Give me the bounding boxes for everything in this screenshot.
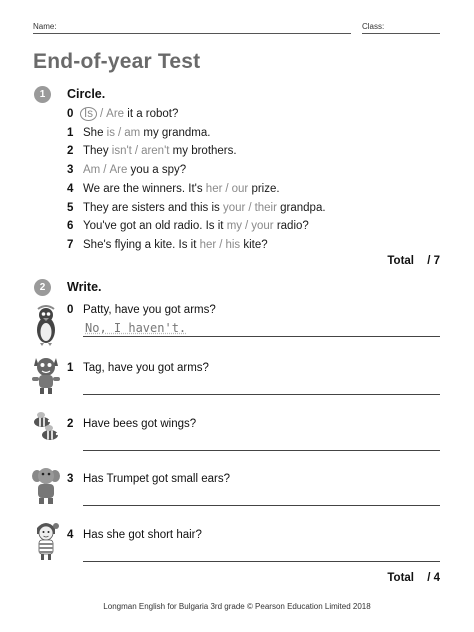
sentence-text: She's flying a kite. Is it (83, 238, 200, 251)
answer-option[interactable]: our (231, 182, 249, 195)
answer-option[interactable]: her (199, 238, 217, 251)
sentence-text: my grandma. (140, 126, 211, 139)
item-number: 5 (67, 201, 74, 214)
option-separator: / (103, 164, 107, 177)
answer-option[interactable]: their (254, 201, 277, 214)
sentence-text: We are the winners. It's (83, 182, 206, 195)
sentence-text: radio? (273, 220, 309, 233)
tag-cat-icon (28, 352, 64, 396)
answer-option[interactable]: Are (109, 164, 128, 177)
sentence-text: She (83, 126, 107, 139)
total-label: Total (387, 255, 414, 267)
circle-item (67, 106, 178, 122)
answer-option[interactable]: my (226, 220, 243, 233)
sentence-text: grandpa. (276, 201, 326, 214)
sentence-text: prize. (248, 182, 280, 195)
question-text: Tag, have you got arms? (83, 362, 209, 374)
circle-item (67, 200, 326, 216)
answer-option[interactable]: his (225, 238, 241, 251)
answer-line[interactable] (83, 336, 440, 337)
trumpet-elephant-icon (28, 462, 64, 506)
answer-line[interactable] (83, 450, 440, 451)
circle-item (67, 162, 186, 178)
sentence-text: my brothers. (169, 145, 237, 158)
answer-line[interactable] (83, 505, 440, 506)
sentence-text: it a robot? (124, 108, 179, 120)
answer-option[interactable]: Are (106, 108, 125, 120)
circle-item (67, 181, 280, 197)
option-separator: / (248, 201, 252, 214)
sentence-text: They (83, 145, 112, 158)
answer-line[interactable] (83, 561, 440, 562)
answer-option[interactable]: aren't (141, 145, 170, 158)
answer-option[interactable]: her (205, 182, 223, 195)
item-number: 3 (67, 473, 74, 485)
option-separator: / (134, 145, 139, 158)
section-1-number: 1 (34, 86, 51, 103)
question-text: Has she got short hair? (83, 529, 202, 541)
item-number: 0 (67, 108, 74, 120)
page-title: End-of-year Test (33, 50, 201, 73)
item-number: 6 (67, 220, 74, 233)
item-number: 1 (67, 362, 74, 374)
sentence-text: You've got an old radio. Is it (83, 220, 227, 233)
circle-item (67, 125, 210, 141)
class-label: Class: (362, 22, 385, 31)
section-2-title: Write. (67, 280, 102, 294)
example-answer: No, I haven't. (85, 321, 187, 335)
answer-option[interactable]: isn't (111, 145, 132, 158)
item-number: 7 (67, 238, 74, 251)
item-number: 2 (67, 145, 74, 158)
footer-copyright: Longman English for Bulgaria 3rd grade © Pearson Education Limited 2018 (103, 602, 371, 611)
answer-line[interactable] (83, 394, 440, 395)
sentence-text: kite? (240, 238, 268, 251)
girl-icon (28, 518, 64, 562)
patty-penguin-icon (28, 304, 64, 348)
section-1-title: Circle. (67, 87, 106, 101)
question-text: Patty, have you got arms? (83, 304, 216, 316)
bees-icon (28, 408, 64, 452)
item-number: 2 (67, 418, 74, 430)
class-field-line[interactable] (362, 33, 440, 34)
option-separator: / (245, 220, 249, 233)
total-label: Total (387, 572, 414, 584)
item-number: 0 (67, 304, 74, 316)
name-label: Name: (33, 22, 57, 31)
sentence-text: They are sisters and this is (83, 201, 223, 214)
option-separator: / (225, 182, 229, 195)
total-score: / 4 (427, 572, 440, 584)
circle-item (67, 237, 268, 253)
answer-option[interactable]: your (222, 201, 246, 214)
answer-option[interactable]: am (124, 126, 141, 139)
circle-item (67, 218, 309, 234)
option-separator: / (117, 126, 122, 139)
item-number: 4 (67, 529, 74, 541)
option-separator: / (219, 238, 223, 251)
answer-option[interactable]: is (106, 126, 115, 139)
item-number: 1 (67, 126, 74, 139)
circle-item (67, 143, 237, 159)
total-score: / 7 (427, 255, 440, 267)
section-2-total (387, 572, 440, 584)
question-text: Has Trumpet got small ears? (83, 473, 231, 485)
option-separator: / (99, 108, 104, 120)
sentence-text: you a spy? (127, 164, 187, 177)
item-number: 3 (67, 164, 74, 177)
question-text: Have bees got wings? (83, 418, 197, 430)
answer-option[interactable]: Am (83, 164, 101, 177)
name-field-line[interactable] (33, 33, 351, 34)
section-2-number: 2 (34, 279, 51, 296)
answer-option[interactable]: your (251, 220, 274, 233)
answer-option[interactable]: Is (80, 107, 97, 121)
item-number: 4 (67, 182, 74, 195)
section-1-total (387, 255, 440, 267)
